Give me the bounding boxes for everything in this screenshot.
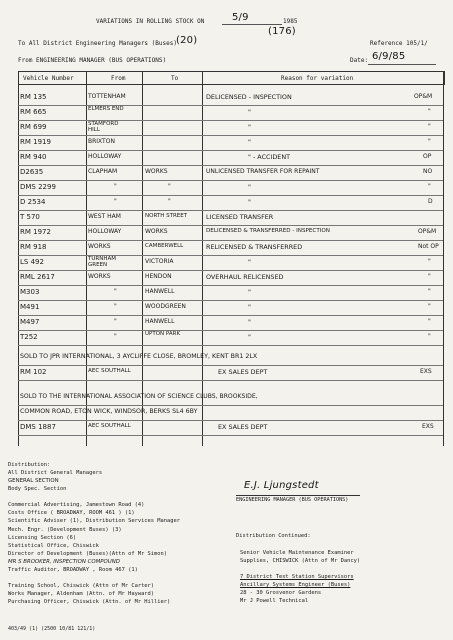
- remark: ": [428, 258, 431, 265]
- from-depot: WORKS: [88, 243, 111, 250]
- distribution-line: [8, 574, 180, 582]
- vehicle-number: DMS 2299: [20, 183, 56, 191]
- table-row: [18, 225, 443, 241]
- vehicle-number: RM 102: [20, 368, 47, 376]
- from-depot: HOLLOWAY: [88, 228, 122, 235]
- to-depot: ": [168, 183, 171, 190]
- from-depot: WORKS: [88, 273, 111, 280]
- to-depot: HANWELL: [145, 288, 175, 295]
- to-depot: WORKS: [145, 228, 168, 235]
- sale1-heading: SOLD TO JPR INTERNATIONAL, 3 AYCLIFFE CLOSE, BROMLEY, KENT BR1 2LX: [20, 353, 258, 360]
- vehicle-number: M497: [20, 318, 40, 326]
- distribution-line: Training School, Chiswick (Attn of Mr Carter): [8, 583, 155, 590]
- from-depot: BRIXTON: [88, 138, 115, 145]
- distribution-line: Mech. Engr. (Development Buses) (3): [8, 526, 122, 533]
- table-row: [18, 135, 443, 151]
- distribution-continued-line: Mr J Powell Technical: [240, 598, 309, 605]
- date-label: Date:: [350, 57, 369, 64]
- from-depot: ": [114, 198, 117, 205]
- reason: ": [248, 258, 251, 266]
- distribution-line: Commercial Advertising, Jamestown Road (4): [8, 502, 145, 509]
- signature-line: [236, 495, 360, 496]
- remark: EXS: [420, 368, 432, 375]
- distribution-line: Costs Office ( BROADWAY, ROOM 461 ) (1): [8, 510, 135, 517]
- to-depot: WORKS: [145, 168, 168, 175]
- distribution-line: Purchasing Officer, Chiswick (Attn. of Mr Hillier): [8, 599, 171, 606]
- distribution-line: Scientific Adviser (1), Distribution Services Manager: [8, 518, 181, 525]
- distribution-continued-line: Senior Vehicle Maintenance Examiner: [240, 550, 354, 556]
- circled-number: (20): [176, 35, 198, 46]
- reason: " - ACCIDENT: [248, 153, 291, 161]
- reason: ": [248, 333, 251, 341]
- table-row: [18, 150, 443, 166]
- table-row: [18, 255, 443, 271]
- remark: ": [428, 303, 431, 310]
- footer-code: 403/49 (1) (2500 10/81 121/1): [8, 626, 96, 632]
- remark: ": [428, 183, 431, 190]
- remark: ": [428, 273, 431, 280]
- sale1-heading-row: [18, 350, 443, 366]
- distribution-line: Statistical Office, Chiswick: [8, 542, 99, 549]
- to-depot: VICTORIA: [145, 258, 174, 265]
- distribution-line: MR S BROOKER, INSPECTION COMPOUND: [8, 558, 120, 565]
- remark: ": [428, 318, 431, 325]
- distribution-list: [8, 469, 180, 606]
- remark: OP&M: [414, 93, 433, 100]
- vehicle-number: RM 699: [20, 123, 47, 131]
- table-row: [18, 285, 443, 301]
- remark: ": [428, 123, 431, 130]
- from-depot: ": [114, 333, 117, 340]
- vehicle-number: T 570: [20, 213, 40, 221]
- table-row: [18, 300, 443, 316]
- vehicle-number: RM 1919: [20, 138, 51, 146]
- distribution-line: Licensing Section (6): [8, 534, 77, 541]
- remark: ": [428, 108, 431, 115]
- to-line: To All District Engineering Managers (Buses): [18, 40, 177, 47]
- title-year: 1985: [283, 18, 298, 25]
- date-value: 6/9/85: [372, 51, 406, 62]
- from-depot: ": [114, 303, 117, 310]
- vehicle-number: RM 940: [20, 153, 47, 161]
- vehicle-number: LS 492: [20, 258, 44, 266]
- sale2-heading-line1: SOLD TO THE INTERNATIONAL ASSOCIATION OF SCIENCE CLUBS, BROOKSIDE,: [20, 393, 258, 400]
- from-depot: ": [114, 288, 117, 295]
- distribution-line: Works Manager, Aldenham (Attn. of Mr Hayward): [8, 591, 155, 598]
- distribution-continued-line: Ancillary Systems Engineer (Buses): [240, 582, 351, 589]
- reason: ": [248, 183, 251, 191]
- remark: Not OP: [418, 243, 439, 250]
- table-row: [18, 105, 443, 121]
- reason: DELICENSED - INSPECTION: [206, 93, 292, 101]
- distribution-line: [8, 493, 180, 501]
- from-depot: TOTTENHAM: [88, 93, 126, 100]
- signature-caption: ENGINEERING MANAGER (BUS OPERATIONS): [236, 497, 349, 503]
- remark: ": [428, 138, 431, 145]
- remark: ": [428, 288, 431, 295]
- vehicle-number: M303: [20, 288, 40, 296]
- title-prefix: VARIATIONS IN ROLLING STOCK ON: [96, 18, 205, 25]
- remark: OP: [423, 153, 432, 160]
- distribution-line: GENERAL SECTION: [8, 478, 59, 485]
- distribution-heading: Distribution:: [8, 462, 51, 468]
- reason: UNLICENSED TRANSFER FOR REPAINT: [206, 168, 320, 175]
- distribution-line: All District General Managers: [8, 470, 103, 476]
- table-header: [18, 71, 445, 85]
- vehicle-number: DMS 1887: [20, 423, 56, 431]
- remark: NO: [423, 168, 433, 175]
- sale2-row: [18, 420, 443, 436]
- sale1-row: [18, 365, 443, 381]
- vehicle-number: RM 918: [20, 243, 47, 251]
- vehicle-number: RM 1972: [20, 228, 51, 236]
- vehicle-number: RML 2617: [20, 273, 55, 281]
- distribution-continued-heading: Distribution Continued:: [236, 533, 311, 539]
- remark: D: [428, 198, 433, 205]
- to-depot: UPTON PARK: [145, 331, 181, 337]
- from-depot: ELMERS END: [88, 106, 124, 112]
- to-depot: NORTH STREET: [145, 213, 188, 219]
- table-row: [18, 210, 443, 226]
- reason: OVERHAUL RELICENSED: [206, 273, 284, 281]
- from-depot: HOLLOWAY: [88, 153, 122, 160]
- table-row: [18, 120, 443, 136]
- table-row: [18, 270, 443, 286]
- vehicle-number: T252: [20, 333, 38, 341]
- reason: ": [248, 138, 251, 146]
- to-depot: WOODGREEN: [145, 303, 186, 310]
- from-depot: ": [114, 183, 117, 190]
- distribution-continued-line: [240, 565, 360, 573]
- distribution-continued-line: 7 District Test Station Supervisors: [240, 574, 354, 581]
- vehicle-number: RM 135: [20, 93, 47, 101]
- col-reason: Reason for variation: [281, 75, 354, 82]
- reason: ": [248, 123, 251, 131]
- from-depot: ": [114, 318, 117, 325]
- vehicle-number: M491: [20, 303, 40, 311]
- from-depot: WEST HAM: [88, 213, 121, 220]
- col-from: From: [111, 75, 126, 82]
- sale2-heading-line2: COMMON ROAD, ETON WICK, WINDSOR, BERKS SL4 6BY: [20, 408, 198, 415]
- table-row: [18, 240, 443, 256]
- vehicle-number: D2635: [20, 168, 44, 176]
- table-right-edge: [443, 71, 444, 446]
- table-row: [18, 180, 443, 196]
- reason: ": [248, 318, 251, 326]
- to-depot: HANWELL: [145, 318, 175, 325]
- signature: E.J. Ljungstedt: [244, 480, 319, 491]
- table-row: [18, 330, 443, 346]
- col-to: To: [171, 75, 179, 82]
- table-row: [18, 195, 443, 211]
- reason: LICENSED TRANSFER: [206, 213, 274, 221]
- from-depot: STAMFORD HILL: [88, 121, 119, 133]
- table-row: [18, 165, 443, 181]
- from-depot: AEC SOUTHALL: [88, 368, 131, 374]
- vehicle-number: RM 665: [20, 108, 47, 116]
- distribution-continued-line: Supplies, CHISWICK (Attn of Mr Dancy): [240, 558, 361, 565]
- title-date-underline: [222, 24, 282, 25]
- reason: ": [248, 288, 251, 296]
- sale2-heading-row-1: [18, 390, 443, 406]
- vehicle-number: D 2534: [20, 198, 46, 206]
- reference-label: Reference 105/1/: [370, 40, 428, 47]
- remark: EXS: [422, 423, 434, 430]
- reason: ": [248, 198, 251, 206]
- col-vehicle: Vehicle Number: [23, 75, 74, 82]
- remark: ": [428, 333, 431, 340]
- distribution-continued-line: 28 - 30 Grosvenor Gardens: [240, 590, 322, 597]
- sale2-heading-row-2: [18, 405, 443, 421]
- from-depot: CLAPHAM: [88, 168, 118, 175]
- from-depot: TURNHAM GREEN: [88, 256, 116, 268]
- reason: ": [248, 303, 251, 311]
- title-date: 5/9: [232, 12, 249, 23]
- distribution-line: Director of Development (Buses)(Attn of Mr Simon): [8, 550, 168, 557]
- reason: EX SALES DEPT: [218, 368, 268, 376]
- to-depot: CAMBERWELL: [145, 243, 184, 249]
- to-depot: HENDON: [145, 273, 172, 280]
- table-row: [18, 90, 443, 106]
- reason: ": [248, 108, 251, 116]
- table-row: [18, 315, 443, 331]
- date-underline: [368, 64, 436, 65]
- title-parenthetical: (176): [268, 26, 296, 37]
- distribution-line: Body Spec. Section: [8, 486, 67, 493]
- remark: OP&M: [418, 228, 437, 235]
- reason: EX SALES DEPT: [218, 423, 268, 431]
- from-depot: AEC SOUTHALL: [88, 423, 131, 429]
- to-depot: ": [168, 198, 171, 205]
- distribution-line: Traffic Auditor, BROADWAY , Room 467 (1): [8, 567, 138, 574]
- reason: RELICENSED & TRANSFERRED: [206, 243, 303, 251]
- from-line: From ENGINEERING MANAGER (BUS OPERATIONS): [18, 57, 167, 64]
- reason: DELICENSED & TRANSFERRED - INSPECTION: [206, 228, 330, 234]
- distribution-continued-list: [240, 549, 360, 606]
